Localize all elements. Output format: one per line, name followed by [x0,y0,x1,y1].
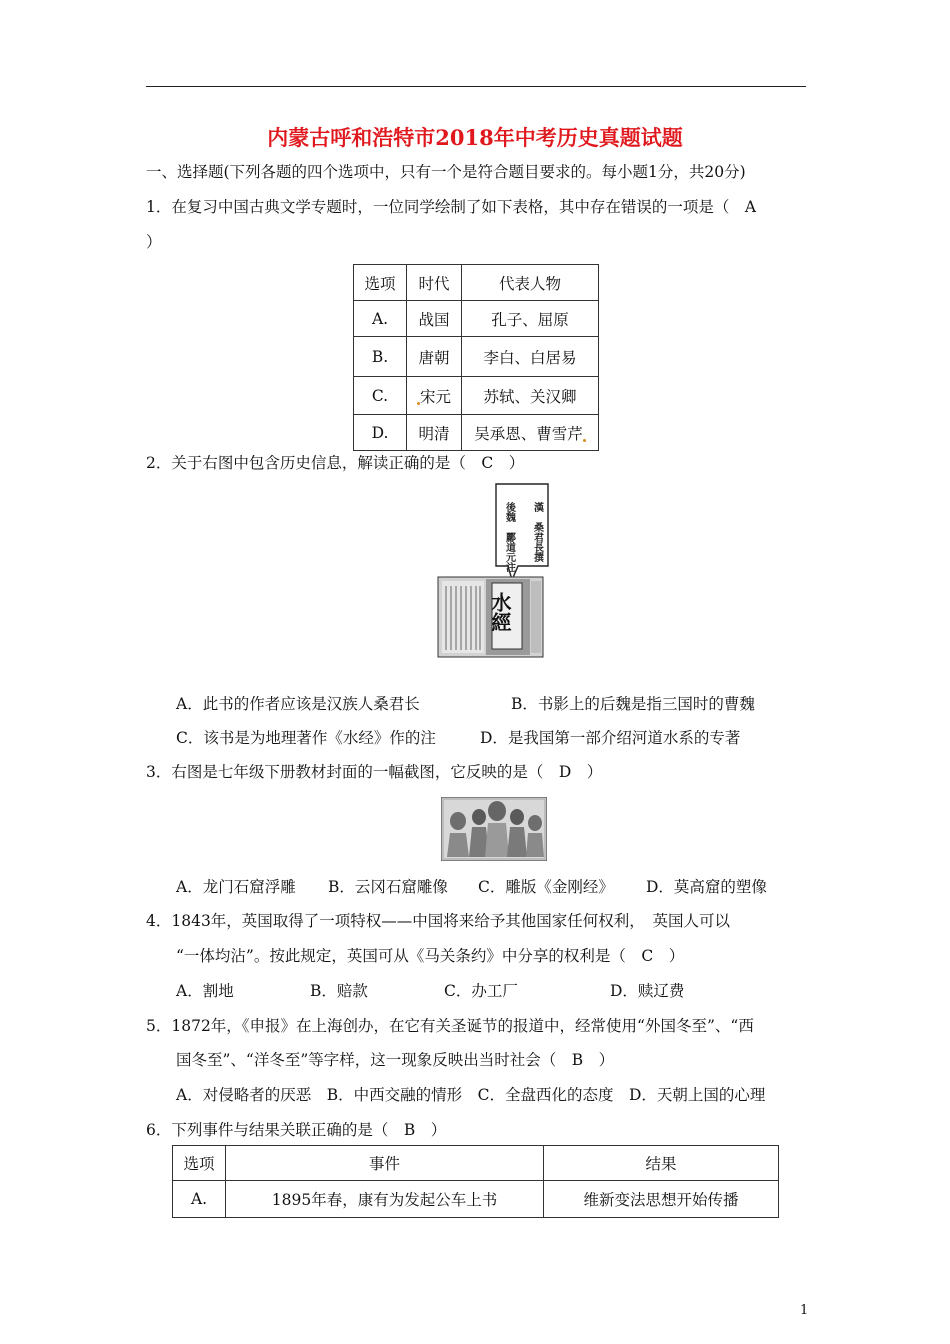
q5-options: A．对侵略者的厌恶 B．中西交融的情形 C．全盘西化的态度 D．天朝上国的心理 [176,1086,766,1104]
page-number: 1 [800,1303,809,1318]
table-header-cell: 结果 [544,1146,779,1181]
table-header-cell: 选项 [354,265,407,301]
table-cell: A. [354,301,407,337]
q2-option-a: A．此书的作者应该是汉族人桑君长 [176,695,420,713]
q1-stem-line1: 1．在复习中国古典文学专题时，一位同学绘制了如下表格，其中存在错误的一项是（ A [146,198,757,216]
q2-option-d: D．是我国第一部介绍河道水系的专著 [480,729,741,747]
table-header-cell: 事件 [226,1146,544,1181]
q3-option-b: B．云冈石窟雕像 [328,878,448,896]
q3-option-d: D．莫高窟的塑像 [646,878,767,896]
table-row [173,1181,779,1218]
q2-option-c: C．该书是为地理著作《水经》作的注 [176,729,436,747]
table-row [354,415,599,451]
book-cover-image [436,480,556,660]
table-cell-text: 吴承恩、曹雪芹 [474,424,583,443]
table-cell: B. [354,337,407,377]
q1-table [353,264,599,451]
mark-dot [583,439,586,442]
table-cell: 1895年春，康有为发起公车上书 [226,1181,544,1218]
caption-col2: 後魏 酈道元注 [503,502,515,572]
q3-option-c: C．雕版《金刚经》 [478,878,614,896]
table-cell: 孔子、屈原 [462,301,599,337]
table-row [354,301,599,337]
table-row [354,377,599,415]
q6-table [172,1145,779,1218]
table-cell: 明清 [407,415,462,451]
table-header-cell: 时代 [407,265,462,301]
q6-stem: 6．下列事件与结果关联正确的是（ B ） [146,1121,447,1139]
q5-stem-line2: 国冬至”、“洋冬至”等字样，这一现象反映出当时社会（ B ） [176,1051,615,1069]
q4-option-d: D．赎辽费 [610,982,685,1000]
book-title: 水經 [488,592,512,632]
q4-option-b: B．赔款 [310,982,368,1000]
table-cell-text: 宋元 [419,387,451,406]
q4-stem-line1: 4．1843年，英国取得了一项特权——中国将来给予其他国家任何权利， 英国人可以 [146,912,731,930]
table-cell: 苏轼、关汉卿 [462,377,599,415]
table-cell: 唐朝 [407,337,462,377]
q1-stem-line2: ） [146,233,162,251]
table-cell: 维新变法思想开始传播 [544,1181,779,1218]
table-header-row [173,1146,779,1181]
section-heading: 一、选择题(下列各题的四个选项中，只有一个是符合题目要求的。每小题1分，共20分) [146,163,746,181]
q4-stem-line2: “一体均沾”。按此规定，英国可从《马关条约》中分享的权利是（ C ） [176,947,685,965]
table-cell: 李白、白居易 [462,337,599,377]
grotto-statues-image [441,797,547,861]
table-cell [407,377,462,415]
caption-col1: 漢 桑君長撰 [531,502,543,562]
header-rule [146,86,806,87]
table-cell: C. [354,377,407,415]
table-header-row [354,265,599,301]
q2-option-b: B．书影上的后魏是指三国时的曹魏 [511,695,755,713]
table-header-cell: 代表人物 [462,265,599,301]
q4-option-c: C．办工厂 [444,982,518,1000]
table-cell [462,415,599,451]
page-title: 内蒙古呼和浩特市2018年中考历史真题试题 [267,125,683,150]
q5-stem-line1: 5．1872年，《申报》在上海创办，在它有关圣诞节的报道中，经常使用“外国冬至”、“西 [146,1017,754,1035]
table-row [354,337,599,377]
q4-option-a: A．割地 [176,982,234,1000]
table-cell: A. [173,1181,226,1218]
table-cell: 战国 [407,301,462,337]
q3-option-a: A．龙门石窟浮雕 [176,878,296,896]
q3-stem: 3．右图是七年级下册教材封面的一幅截图，它反映的是（ D ） [146,763,603,781]
q2-stem: 2．关于右图中包含历史信息，解读正确的是（ C ） [146,454,525,472]
table-header-cell: 选项 [173,1146,226,1181]
table-cell: D. [354,415,407,451]
